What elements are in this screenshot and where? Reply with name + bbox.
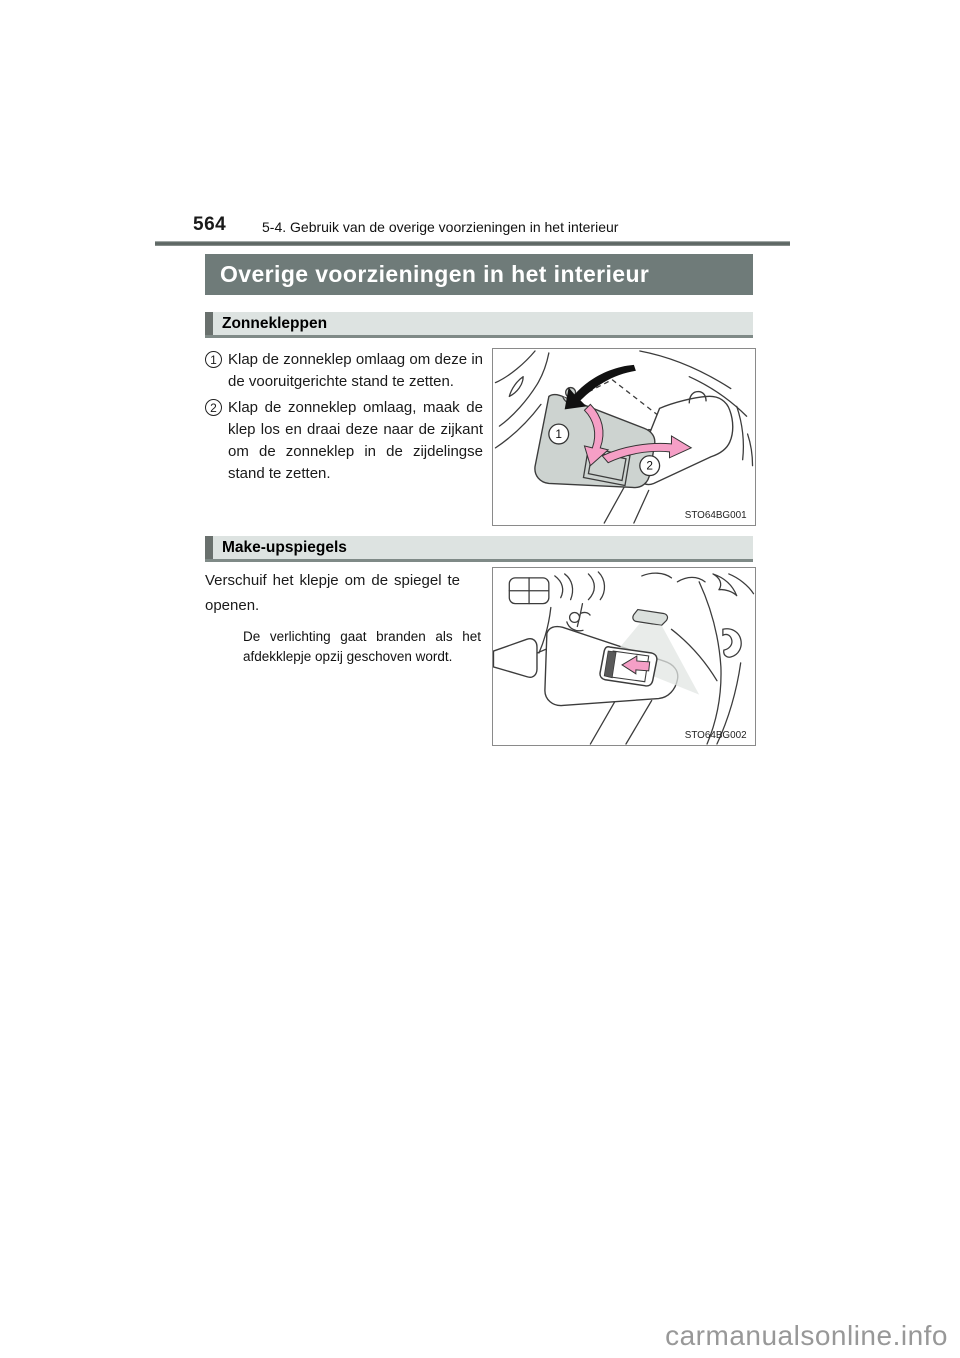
section-header-makeupspiegels	[205, 536, 753, 562]
chapter-title-banner	[205, 254, 753, 295]
breadcrumb: 5-4. Gebruik van de overige voorzieningen in het interieur	[262, 219, 619, 235]
figure-makeup-mirror	[492, 567, 756, 746]
makeup-mirror-illustration	[493, 568, 755, 745]
callout-1	[549, 424, 569, 444]
section-accent-bar	[205, 312, 213, 335]
mirror-cover	[600, 647, 657, 686]
header-rule	[155, 241, 790, 246]
makeup-mirror-text	[205, 568, 481, 667]
step-2	[205, 397, 485, 485]
step-1-text: Klap de zonneklep omlaag om deze in de vooruitgerichte stand te zetten.	[228, 351, 483, 390]
watermark: carmanualsonline.info	[665, 1320, 948, 1351]
svg-text:2: 2	[646, 458, 654, 473]
section-header-zonnekleppen	[205, 312, 753, 338]
page-number: 564	[193, 214, 227, 235]
section-heading: Make-upspiegels	[222, 538, 347, 556]
makeup-mirror-note: De verlichting gaat branden als het afdekklepje opzij geschoven wordt.	[243, 629, 481, 664]
figure-code: STO64BG001	[684, 510, 747, 522]
sun-visor-illustration	[493, 349, 755, 525]
section-accent-bar	[205, 536, 213, 559]
makeup-mirror-instruction: Verschuif het klepje om de spiegel te openen.	[205, 572, 460, 614]
section-heading: Zonnekleppen	[222, 314, 328, 332]
fold-down-black-arrow	[565, 365, 636, 409]
step-1	[205, 349, 485, 393]
step-2-number-badge: 2	[205, 399, 222, 416]
callout-2	[640, 456, 660, 476]
step-list	[205, 349, 485, 489]
step-1-number-badge: 1	[205, 351, 222, 368]
page-title: Overige voorzieningen in het interieur	[220, 261, 650, 287]
step-2-text: Klap de zonneklep omlaag, maak de klep los en draai deze naar de zijkant om de zonneklep in de zijdelingse stand te zetten.	[228, 399, 483, 482]
svg-text:1: 1	[555, 426, 563, 441]
figure-sun-visor-positions	[492, 348, 756, 526]
ceiling-lamp	[633, 610, 668, 626]
figure-code: STO64BG002	[684, 730, 747, 742]
grab-handle	[723, 629, 741, 657]
rearview-mirror	[493, 639, 537, 678]
